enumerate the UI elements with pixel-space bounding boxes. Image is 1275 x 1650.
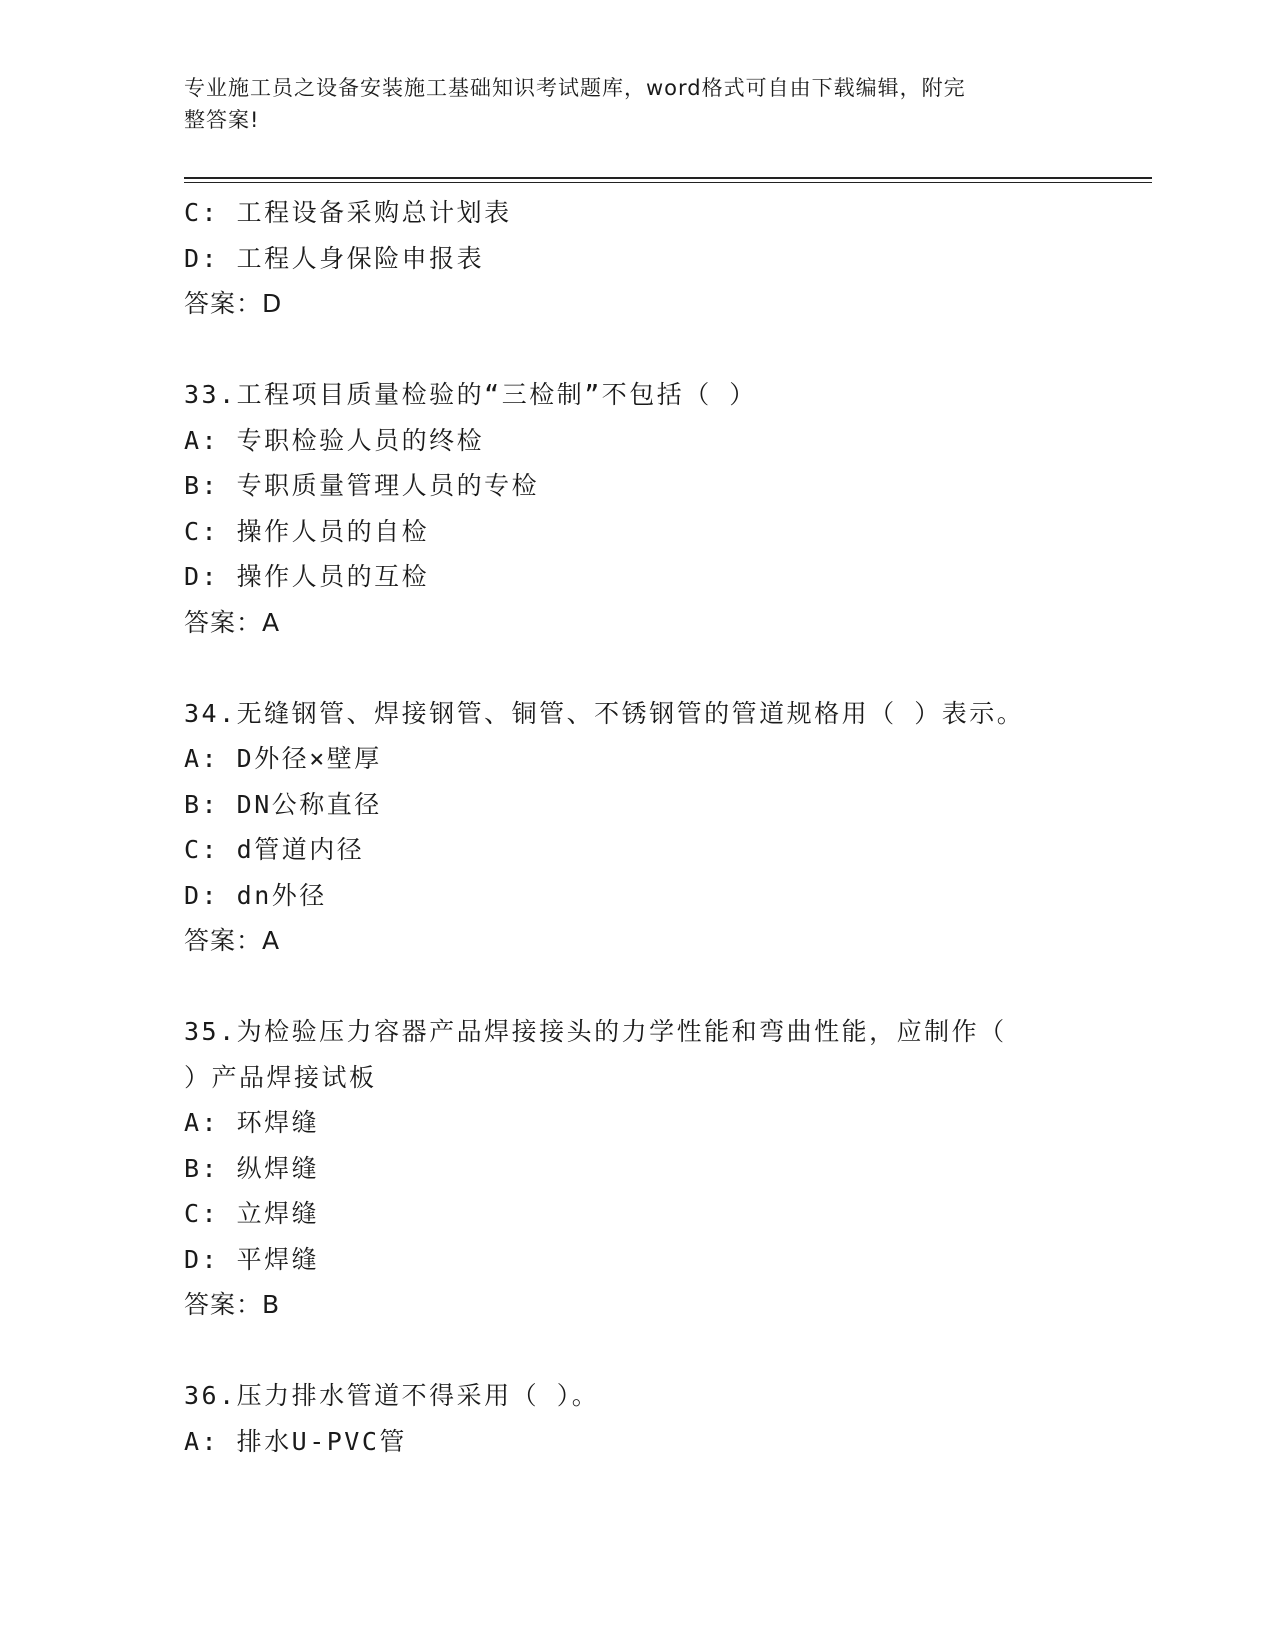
q34-answer: 答案：A [184, 926, 281, 955]
q34-option-c: C: d管道内径 [184, 835, 365, 864]
spacer [184, 645, 1084, 691]
q34-option-b: B: DN公称直径 [184, 789, 382, 819]
q33-stem: 33.工程项目质量检验的“三检制”不包括（ ） [184, 380, 757, 409]
header-rule-thin [184, 182, 1152, 183]
q35-stem-line-1: 35.为检验压力容器产品焊接接头的力学性能和弯曲性能，应制作（ [184, 1017, 1007, 1046]
document-header [184, 72, 1064, 136]
q33-option-d: D: 操作人员的互检 [184, 562, 430, 591]
question-32-fragment [184, 190, 1084, 327]
q32-answer: 答案：D [184, 289, 283, 318]
q35-stem-line-2: ）产品焊接试板 [184, 1062, 377, 1092]
q33-option-a: A: 专职检验人员的终检 [184, 425, 485, 455]
q33-option-c: C: 操作人员的自检 [184, 516, 430, 546]
q34-stem: 34.无缝钢管、焊接钢管、铜管、不锈钢管的管道规格用（ ）表示。 [184, 698, 1025, 728]
header-line-2: 整答案! [184, 108, 260, 132]
q35-option-d: D: 平焊缝 [184, 1244, 320, 1274]
q34-option-d: D: dn外径 [184, 880, 327, 910]
q32-option-c: C: 工程设备采购总计划表 [184, 198, 512, 227]
q34-option-a: A: D外径×壁厚 [184, 744, 382, 773]
question-content [184, 190, 1084, 1464]
spacer [184, 1328, 1084, 1374]
q35-option-a: A: 环焊缝 [184, 1108, 320, 1137]
question-35 [184, 1009, 1084, 1328]
spacer [184, 327, 1084, 373]
q36-option-a: A: 排水U-PVC管 [184, 1426, 407, 1456]
question-34 [184, 691, 1084, 964]
q33-option-b: B: 专职质量管理人员的专检 [184, 471, 540, 500]
header-line-1: 专业施工员之设备安装施工基础知识考试题库，word格式可自由下载编辑，附完 [184, 76, 966, 100]
question-36 [184, 1373, 1084, 1464]
question-33 [184, 372, 1084, 645]
q33-answer: 答案：A [184, 607, 281, 637]
q35-option-b: B: 纵焊缝 [184, 1153, 320, 1183]
q35-option-c: C: 立焊缝 [184, 1199, 320, 1228]
header-rule-thick [184, 177, 1152, 179]
q36-stem: 36.压力排水管道不得采用（ ）。 [184, 1381, 600, 1410]
spacer [184, 964, 1084, 1010]
q35-answer: 答案：B [184, 1290, 281, 1319]
q32-option-d: D: 工程人身保险申报表 [184, 243, 485, 273]
